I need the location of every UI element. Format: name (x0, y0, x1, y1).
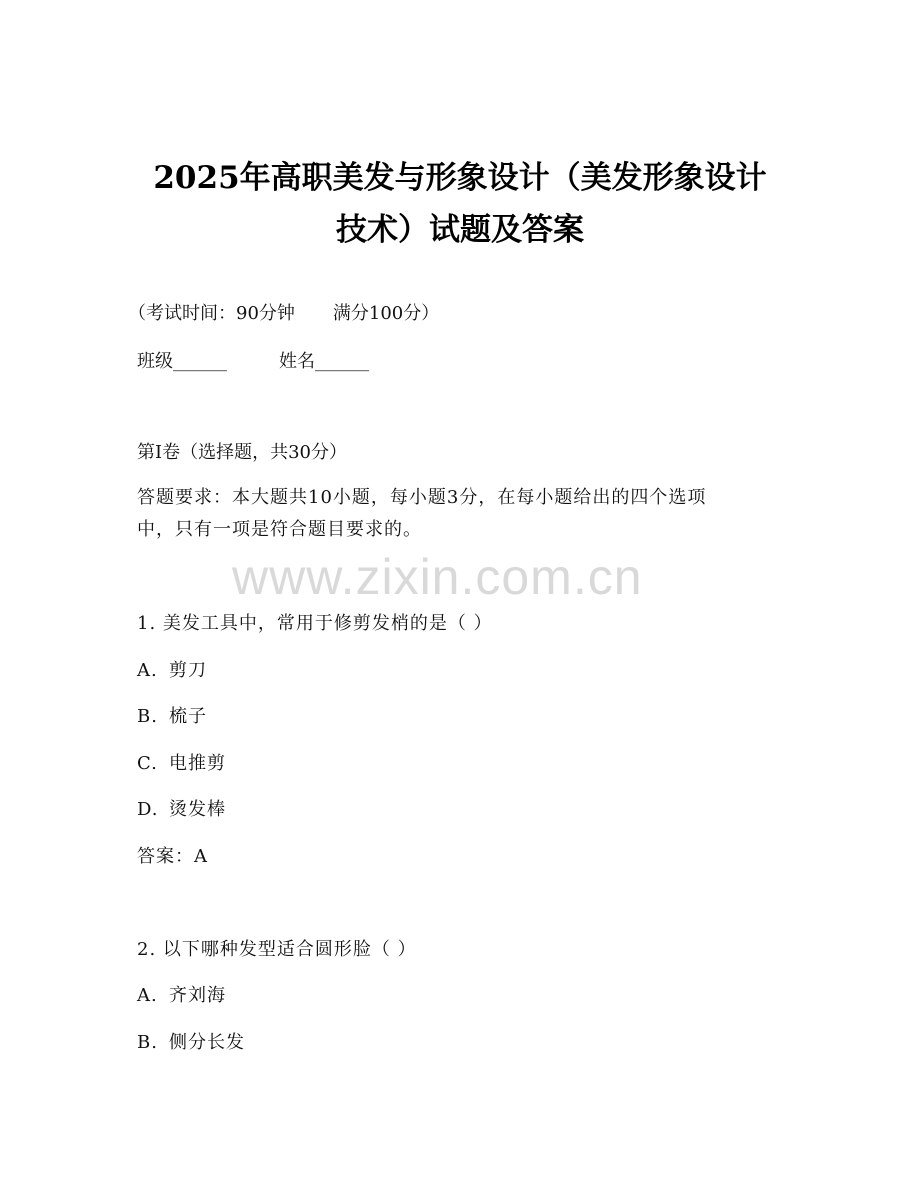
section-heading: 第I卷（选择题，共30分） (137, 442, 348, 463)
question-1-answer: 答案：A (137, 846, 208, 867)
option-text: 齐刘海 (169, 985, 226, 1006)
exam-time: （考试时间：90分钟 (128, 303, 295, 324)
instructions-line-2: 中，只有一项是符合题目要求的。 (137, 519, 422, 540)
title-line-2: 技术）试题及答案 (336, 212, 584, 248)
option-letter: A. (137, 985, 158, 1006)
option-letter: B. (137, 706, 158, 727)
exam-info (128, 302, 439, 326)
option-text: 烫发棒 (169, 799, 226, 820)
option-text: 剪刀 (169, 660, 207, 681)
question-2-option-a (137, 984, 226, 1008)
name-field: 姓名______ (279, 351, 369, 372)
option-text: 侧分长发 (169, 1032, 245, 1053)
option-letter: D. (137, 799, 159, 820)
watermark: www.zixin.com.cn (232, 549, 643, 605)
question-2-option-b (137, 1031, 245, 1055)
document-title (120, 152, 800, 256)
question-1-stem: 1. 美发工具中，常用于修剪发梢的是（ ） (137, 613, 493, 634)
exam-score: 满分100分） (332, 303, 440, 324)
question-1-option-b (137, 705, 207, 729)
student-fields (137, 350, 369, 374)
question-1-option-c (137, 752, 226, 776)
option-text: 电推剪 (169, 753, 226, 774)
question-2-stem: 2. 以下哪种发型适合圆形脸（ ） (137, 939, 417, 960)
section-instructions (137, 482, 787, 546)
question-1-option-a (137, 659, 207, 683)
option-letter: B. (137, 1032, 158, 1053)
option-text: 梳子 (169, 706, 207, 727)
question-1-option-d (137, 798, 226, 822)
option-letter: A. (137, 660, 158, 681)
instructions-line-1: 答题要求：本大题共10小题，每小题3分，在每小题给出的四个选项 (137, 487, 707, 508)
option-letter: C. (137, 753, 158, 774)
class-field: 班级______ (137, 351, 227, 372)
title-line-1: 2025年高职美发与形象设计（美发形象设计 (153, 160, 767, 196)
